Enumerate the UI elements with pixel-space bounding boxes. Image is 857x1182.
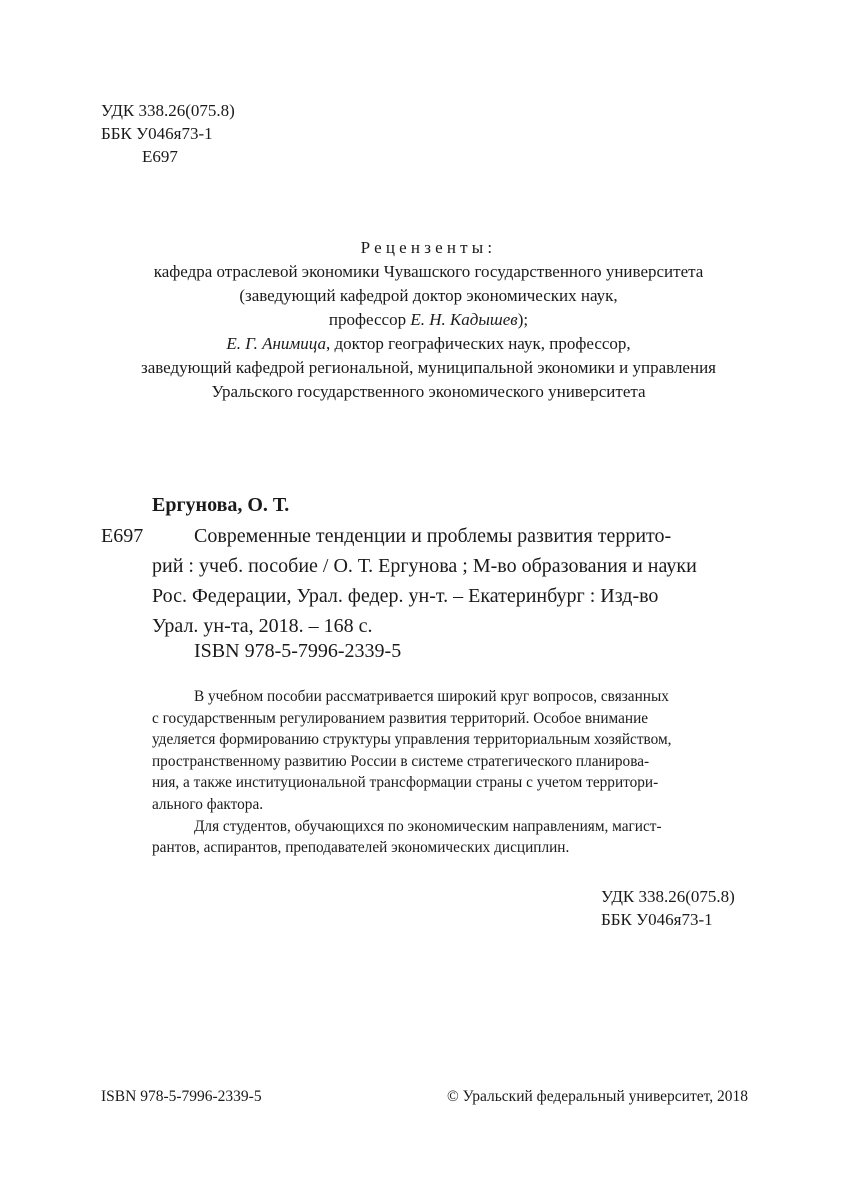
reviewer-line-6: Уральского государственного экономического университета	[211, 382, 646, 401]
reviewers-heading: Рецензенты:	[360, 238, 497, 257]
reviewers-block	[90, 236, 767, 404]
reviewer-line-3-prefix: профессор	[328, 310, 411, 329]
annotation-line: с государственным регулированием развития территорий. Особое внимание	[152, 709, 649, 727]
annotation-line: ального фактора.	[152, 795, 264, 813]
annotation-line: Для студентов, обучающихся по экономическим направлениям, магист-	[194, 817, 662, 835]
description-line: рий : учеб. пособие / О. Т. Ергунова ; М-во образования и науки	[152, 555, 697, 577]
annotation-line: уделяется формированию структуры управления территориальным хозяйством,	[152, 731, 672, 749]
footer-isbn: ISBN 978-5-7996-2339-5	[101, 1088, 262, 1105]
reviewer-line-4	[90, 332, 767, 356]
reviewer-name-kadyshev: Е. Н. Кадышев	[410, 310, 518, 329]
bbk-code: ББК У046я73-1	[101, 124, 213, 143]
description-line: Урал. ун-та, 2018. – 168 с.	[152, 615, 373, 637]
classification-codes-bottom	[601, 885, 735, 931]
reviewer-line-3	[90, 308, 767, 332]
description-line: Рос. Федерации, Урал. федер. ун-т. – Екатеринбург : Изд-во	[152, 585, 659, 607]
description-line: Современные тенденции и проблемы развития террито-	[194, 525, 672, 547]
annotation-paragraph-1	[152, 686, 748, 816]
bbk-code-bottom: ББК У046я73-1	[601, 910, 713, 929]
bibliographic-description	[152, 521, 748, 641]
reviewer-line-4-suffix: , доктор географических наук, профессор,	[325, 334, 631, 353]
reviewer-name-animitsa: Е. Г. Анимица	[226, 334, 326, 353]
author-name: Ергунова, О. Т.	[152, 494, 290, 516]
record-code: Е697	[101, 525, 144, 547]
annotation-paragraph-2	[152, 816, 748, 859]
reviewer-line-3-suffix: );	[517, 310, 529, 329]
annotation	[152, 686, 748, 859]
reviewer-line-1: кафедра отраслевой экономики Чувашского государственного университета	[153, 262, 704, 281]
udk-code-bottom: УДК 338.26(075.8)	[601, 887, 735, 906]
footer-copyright: © Уральский федеральный университет, 2018	[446, 1088, 748, 1105]
record-isbn: ISBN 978-5-7996-2339-5	[194, 640, 402, 662]
reviewer-line-2: (заведующий кафедрой доктор экономических наук,	[239, 286, 618, 305]
author-code: Е697	[142, 147, 178, 166]
reviewer-line-5: заведующий кафедрой региональной, муниципальной экономики и управления	[140, 358, 716, 377]
udk-code: УДК 338.26(075.8)	[101, 101, 235, 120]
annotation-line: В учебном пособии рассматривается широкий круг вопросов, связанных	[194, 688, 669, 705]
annotation-line: рантов, аспирантов, преподавателей экономических дисциплин.	[152, 839, 570, 857]
annotation-line: ния, а также институциональной трансформации страны с учетом территори-	[152, 774, 659, 792]
annotation-line: пространственному развитию России в системе стратегического планирова-	[152, 752, 650, 770]
classification-codes-top	[101, 99, 235, 168]
